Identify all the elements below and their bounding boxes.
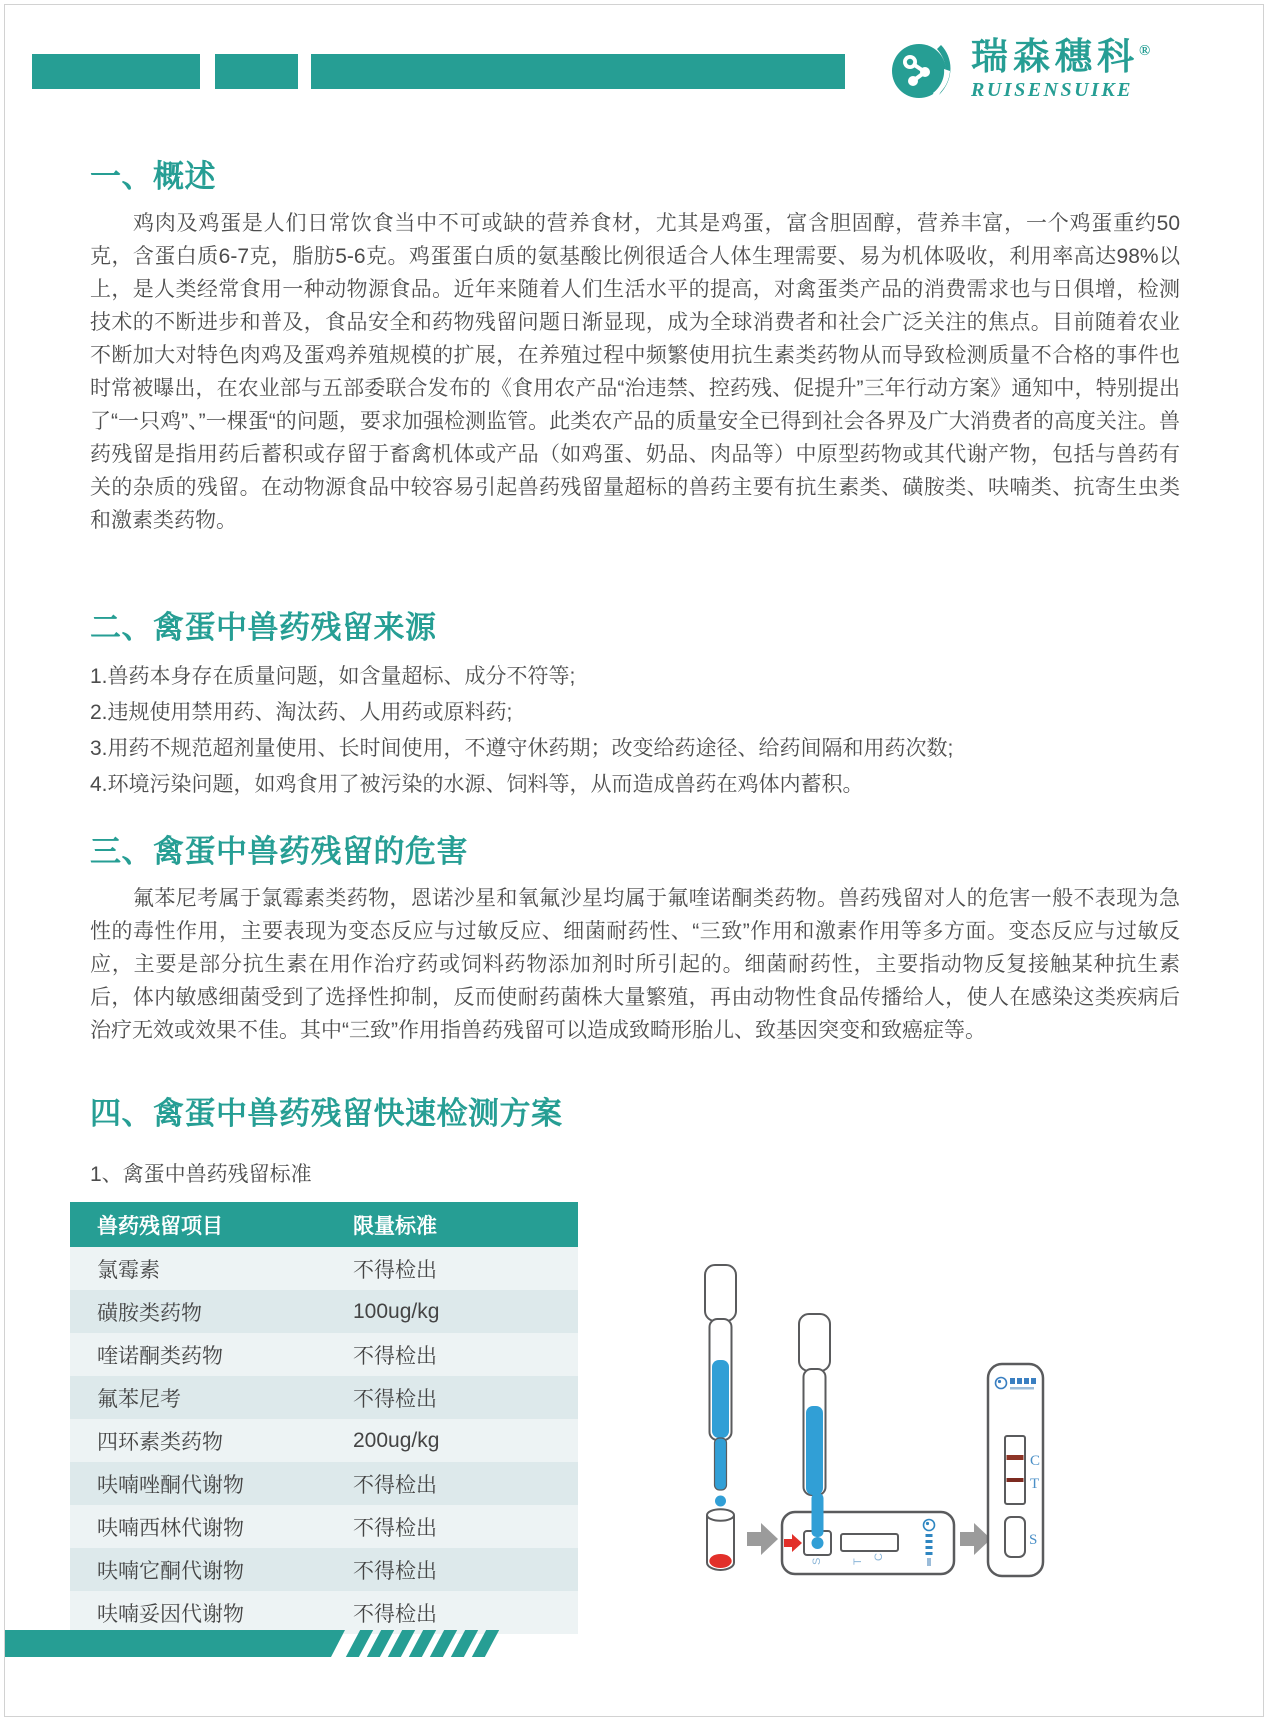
table-row <box>70 1548 578 1591</box>
table-cell-limit: 不得检出 <box>326 1462 578 1505</box>
table-row <box>70 1591 578 1634</box>
header-bar-decor-1 <box>32 54 200 89</box>
column-header-limit: 限量标准 <box>326 1202 578 1247</box>
dropper-2-icon <box>799 1314 830 1537</box>
list-item: 2.违规使用禁用药、淘汰药、人用药或原料药; <box>90 701 513 724</box>
standards-block <box>70 1202 1180 1634</box>
table-row <box>70 1462 578 1505</box>
table-cell-limit: 100ug/kg <box>326 1290 578 1333</box>
brand-logo-icon <box>889 31 963 111</box>
section-4-title: 四、禽蛋中兽药残留快速检测方案 <box>90 1096 563 1131</box>
test-procedure-illustration <box>620 1224 1140 1584</box>
table-row <box>70 1419 578 1462</box>
table-row <box>70 1505 578 1548</box>
table-cell-limit: 不得检出 <box>326 1548 578 1591</box>
section-2-title: 二、禽蛋中兽药残留来源 <box>90 610 437 645</box>
brand-logo <box>889 31 1150 111</box>
document-page <box>4 4 1264 1717</box>
footer-decor <box>5 1630 492 1657</box>
solution-subtitle: 1、禽蛋中兽药残留标准 <box>90 1163 312 1186</box>
document-body <box>5 158 1263 1634</box>
result-strip-icon <box>988 1364 1043 1576</box>
table-cell-limit: 不得检出 <box>326 1591 578 1634</box>
table-cell-item: 四环素类药物 <box>70 1419 326 1462</box>
table-cell-limit: 不得检出 <box>326 1376 578 1419</box>
list-item: 4.环境污染问题，如鸡食用了被污染的水源、饲料等，从而造成兽药在鸡体内蓄积。 <box>90 773 864 796</box>
table-header-row <box>70 1202 578 1247</box>
overview-paragraph: 鸡肉及鸡蛋是人们日常饮食当中不可或缺的营养食材，尤其是鸡蛋，富含胆固醇，营养丰富，一个鸡蛋重约50克，含蛋白质6-7克，脂肪5-6克。鸡蛋蛋白质的氨基酸比例很适合人体生理需要、易为机体吸收，利用率高达98%以上，是人类经常食用一种动物源食品。近年来随着人们生活水平的提高，对禽蛋类产品的消费需求也与日俱增，检测技术的不断进步和普及，食品安全和药物残留问题日渐显现，成为全球消费者和社会广泛关注的焦点。目前随着农业不断加大对特色肉鸡及蛋鸡养殖规模的扩展，在养殖过程中频繁使用抗生素类药物从而导致检测质量不合格的事件也时常被曝出，在农业部与五部委联合发布的《食用农产品“治违禁、控药残、促提升”三年行动方案》通知中，特别提出了“一只鸡”、”一棵蛋“的问题，要求加强检测监管。此类农产品的质量安全已得到社会各界及广大消费者的高度关注。兽药残留是指用药后蓄积或存留于畜禽机体或产品（如鸡蛋、奶品、肉品等）中原型药物或其代谢产物，包括与兽药有关的杂质的残留。在动物源食品中较容易引起兽药残留量超标的兽药主要有抗生素类、磺胺类、呋喃类、抗寄生虫类和激素类药物。 <box>90 212 1180 532</box>
section-1-title: 一、概述 <box>90 159 216 194</box>
cassette-c-label: C <box>873 1553 885 1561</box>
table-cell-item: 呋喃唑酮代谢物 <box>70 1462 326 1505</box>
table-cell-limit: 不得检出 <box>326 1247 578 1290</box>
table-cell-limit: 200ug/kg <box>326 1419 578 1462</box>
table-row <box>70 1376 578 1419</box>
residue-sources-list <box>90 659 1180 803</box>
header-bar-decor-2 <box>215 54 298 89</box>
section-3-title: 三、禽蛋中兽药残留的危害 <box>90 834 468 869</box>
table-row <box>70 1247 578 1290</box>
strip-s-label: S <box>1029 1532 1038 1548</box>
test-cassette-icon <box>782 1512 954 1574</box>
table-row <box>70 1290 578 1333</box>
header-bar-decor-3 <box>311 54 845 89</box>
table-cell-item: 呋喃西林代谢物 <box>70 1505 326 1548</box>
table-cell-limit: 不得检出 <box>326 1333 578 1376</box>
table-cell-item: 呋喃妥因代谢物 <box>70 1591 326 1634</box>
table-cell-item: 磺胺类药物 <box>70 1290 326 1333</box>
footer-bar <box>5 1630 345 1657</box>
dropper-1-icon <box>705 1265 736 1507</box>
brand-text <box>971 31 1150 102</box>
table-cell-item: 氟苯尼考 <box>70 1376 326 1419</box>
brand-name-cn: 瑞森穗科 <box>971 37 1139 78</box>
list-item: 3.用药不规范超剂量使用、长时间使用，不遵守休药期；改变给药途径、给药间隔和用药次数; <box>90 737 954 760</box>
residue-limits-table <box>70 1202 578 1634</box>
strip-t-label: T <box>1030 1476 1040 1492</box>
column-header-item: 兽药残留项目 <box>70 1202 326 1247</box>
table-cell-item: 氯霉素 <box>70 1247 326 1290</box>
table-cell-item: 喹诺酮类药物 <box>70 1333 326 1376</box>
brand-name-en: RUISENSUIKE <box>971 79 1134 101</box>
sample-cup-icon <box>707 1509 734 1570</box>
strip-c-label: C <box>1030 1453 1041 1469</box>
registered-mark: ® <box>1139 43 1151 59</box>
table-cell-item: 呋喃它酮代谢物 <box>70 1548 326 1591</box>
list-item: 1.兽药本身存在质量问题，如含量超标、成分不符等; <box>90 665 576 688</box>
arrow-right-icon <box>960 1523 991 1555</box>
hazards-paragraph: 氟苯尼考属于氯霉素类药物，恩诺沙星和氧氟沙星均属于氟喹诺酮类药物。兽药残留对人的危害一般不表现为急性的毒性作用，主要表现为变态反应与过敏反应、细菌耐药性、“三致”作用和激素作用等多方面。变态反应与过敏反应，主要是部分抗生素在用作治疗药或饲料药物添加剂时所引起的。细菌耐药性，主要指动物反复接触某种抗生素后，体内敏感细菌受到了选择性抑制，反而使耐药菌株大量繁殖，再由动物性食品传播给人，使人在感染这类疾病后治疗无效或效果不佳。其中“三致”作用指兽药残留可以造成致畸形胎儿、致基因突变和致癌症等。 <box>90 887 1180 1042</box>
table-cell-limit: 不得检出 <box>326 1505 578 1548</box>
cassette-t-label: T <box>852 1558 864 1565</box>
table-row <box>70 1333 578 1376</box>
cassette-s-label: S <box>811 1557 823 1565</box>
arrow-right-icon <box>747 1523 778 1555</box>
